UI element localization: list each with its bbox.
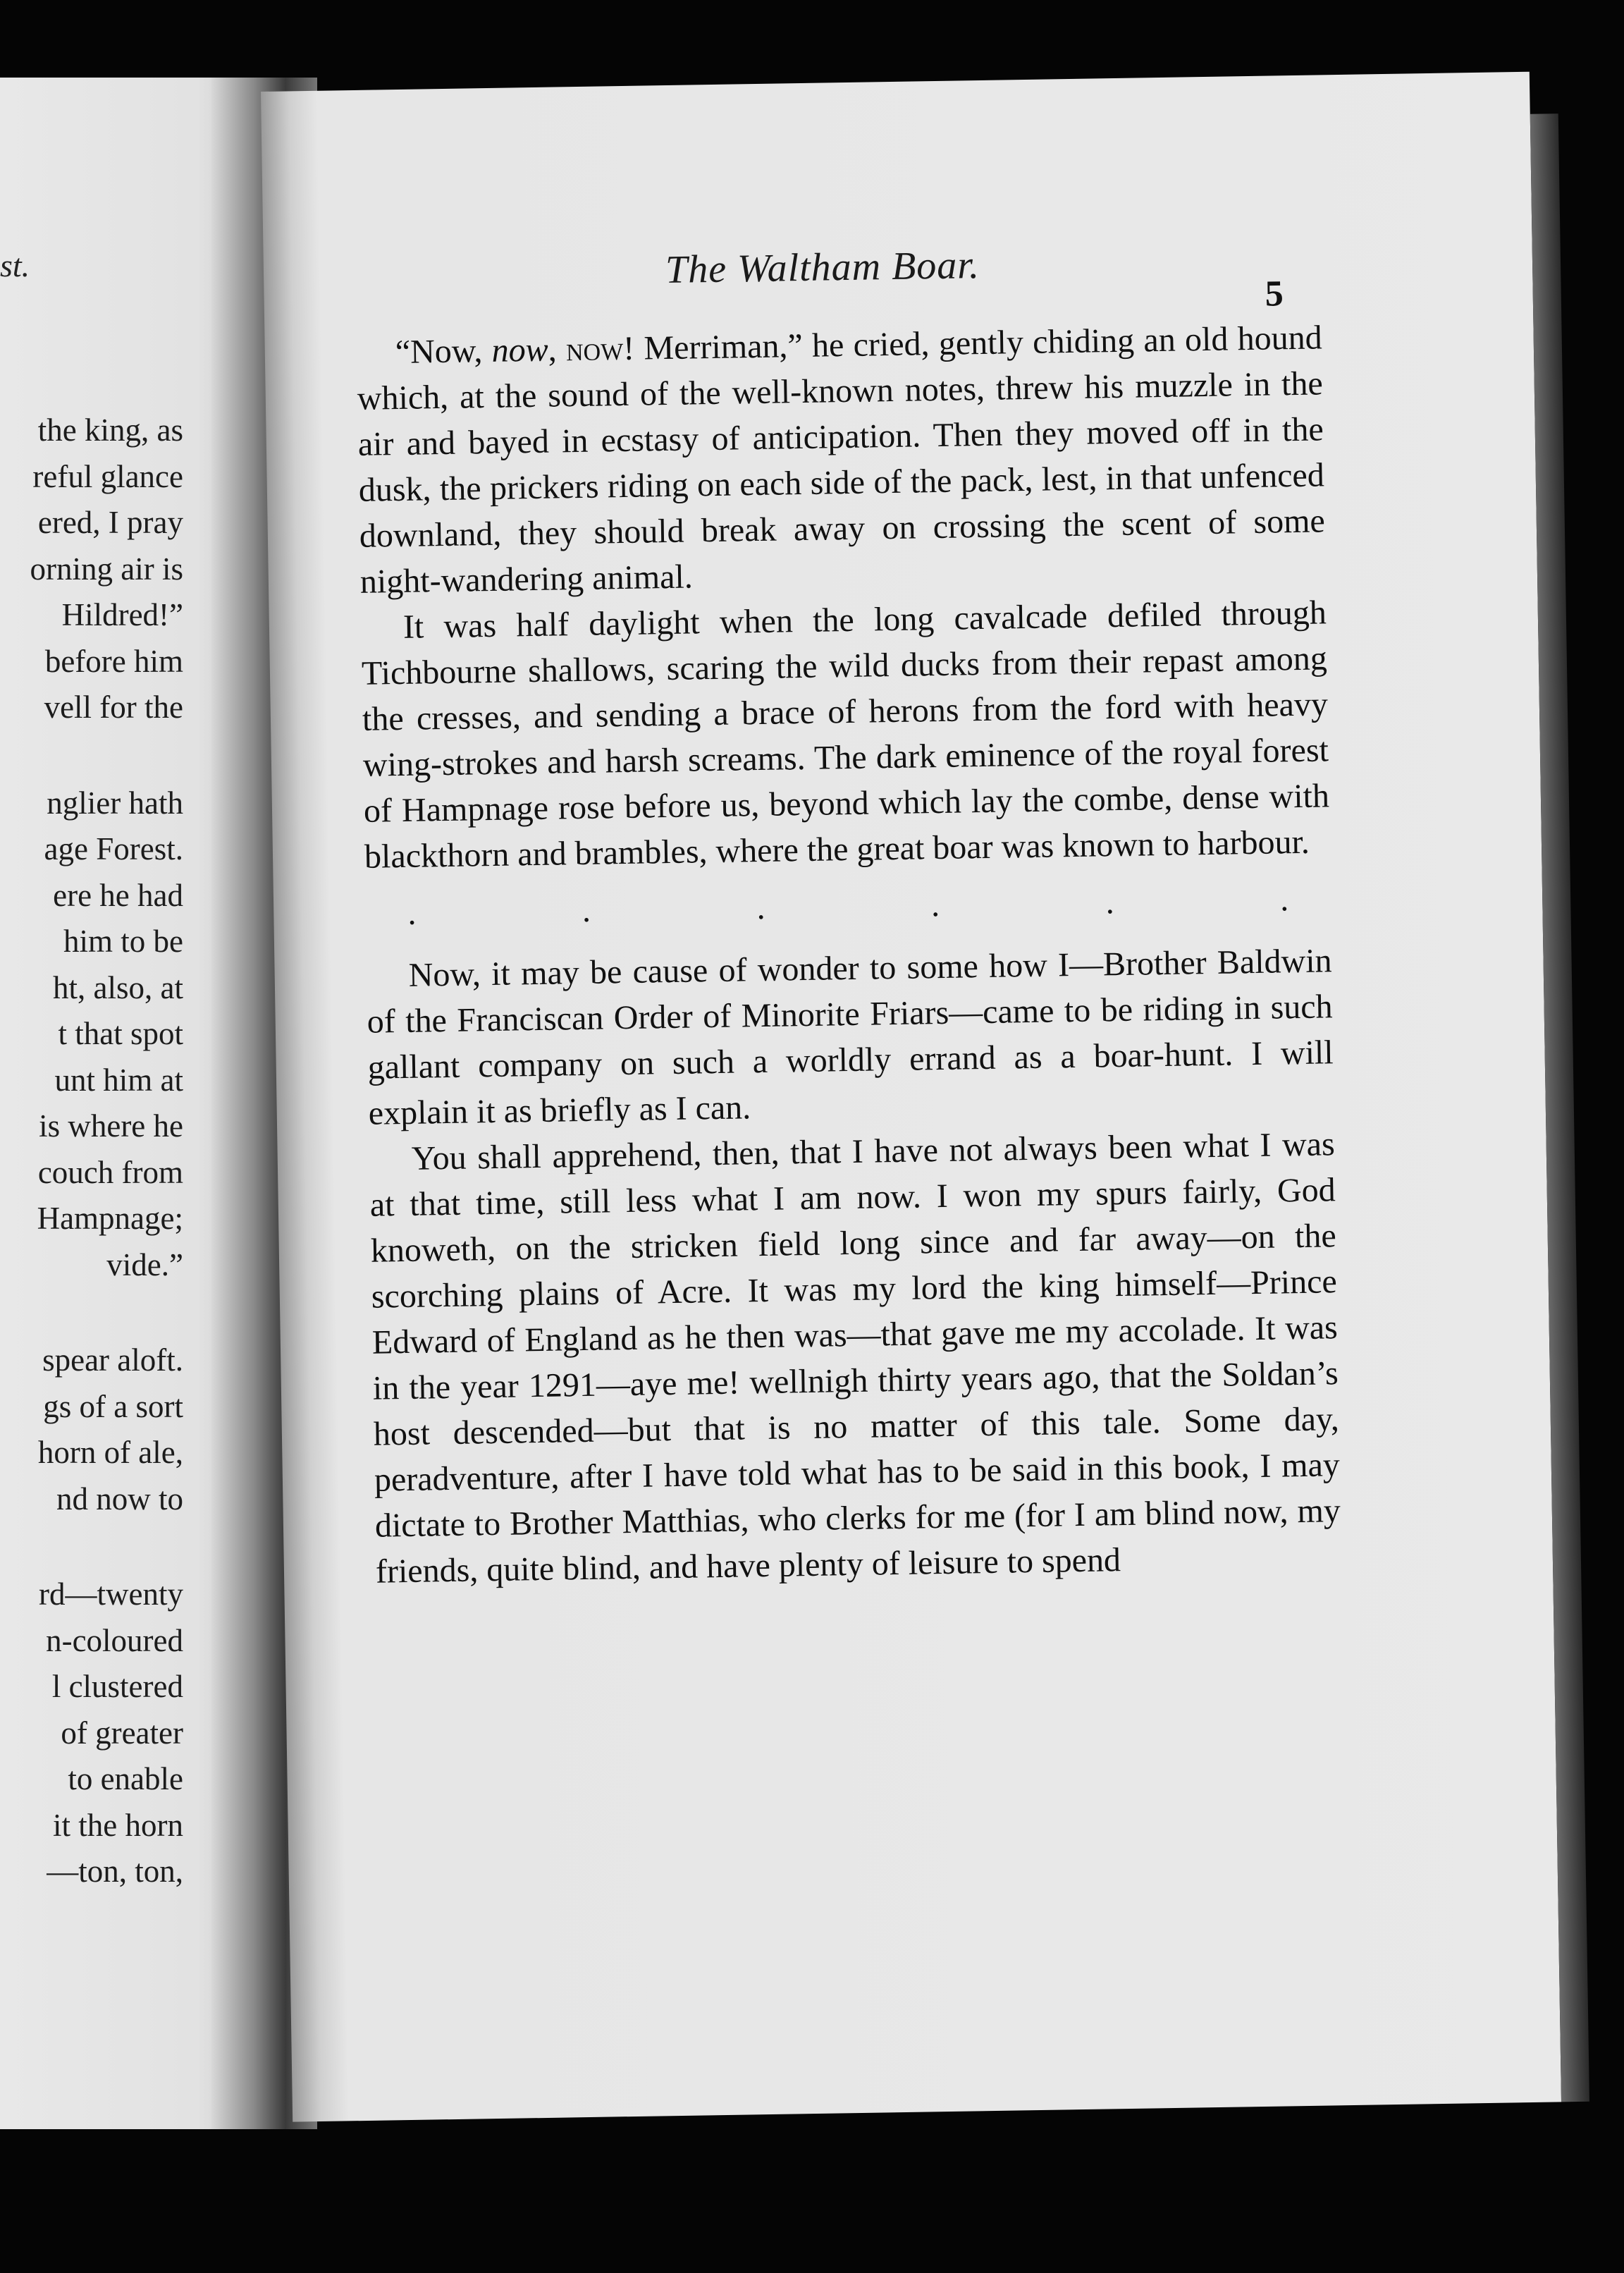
left-text-line: him to be [63,924,183,959]
p1-open: “Now, [395,331,493,372]
left-text-line: unt him at [54,1062,183,1098]
body-text [356,314,1341,1594]
right-page [261,72,1561,2122]
p1-rest: ! Merriman,” he cried, gently chiding an old hound which, at the sound of the well-known notes, threw his muzzle in the air and bayed in ecstasy of anticipation. Then they moved off in the dusk, the prickers riding on each side of the pack, lest, in that unfenced downland, they should break away on crossing the scent of some night-wandering animal. [357,319,1326,601]
left-text-line: couch from [37,1154,183,1190]
paragraph-3: Now, it may be cause of wonder to some how I—Brother Baldwin of the Franciscan Order of Minorite Friars—came to be riding in such gallant company on such a worldly errand as a boar-hunt. I will explain it as briefly as I can. [367,942,1334,1132]
left-text-line: of greater [61,1715,183,1751]
p1-sep: , [548,331,567,369]
separator-dot: . [407,894,417,932]
left-text-line: vell for the [44,690,183,725]
p1-now-caps: now [565,329,624,369]
separator-dot: . [582,891,591,929]
paragraph-2: It was half daylight when the long cavalcade defiled through Tichbourne shallows, scaring the wild ducks from their repast among the cresses, and sending a brace of herons from the ford with heavy wing-strokes and harsh screams. The dark eminence of the royal forest of Hampnage rose before us, beyond which lay the combe, dense with blackthorn and brambles, where the great boar was known to harbour. [361,594,1330,876]
left-text-line: Hampnage; [37,1201,183,1236]
left-text-line: rd—twenty [39,1576,183,1612]
running-head: The Waltham Boar. [665,243,980,293]
line-gap [30,1288,183,1337]
left-text-line: Hildred!” [61,597,183,632]
paragraph-1 [356,314,1326,604]
left-text-line: age Forest. [44,831,183,866]
left-text-line: reful glance [32,458,183,494]
separator-dot: . [1279,881,1289,919]
left-page-text [30,408,183,1895]
left-text-line: ered, I pray [37,505,183,540]
paragraph-4: You shall apprehend, then, that I have not always been what I was at that time, still less what I am now. I won my spurs fairly, God knoweth, on the stricken field long since and far away—on the scorching plains of Acre. It was my lord the king himself—Prince Edward of England as he then was—that gave me my accolade. It was in the year 1291—aye me! wellnigh thirty years ago, that the Soldan’s host descended—but that is no matter of this tale. Some day, peradventure, after I have told what has to be said in this book, I may dictate to Brother Matthias, who clerks for me (for I am blind now, my friends, quite blind, and have plenty of leisure to spend [369,1125,1341,1591]
left-text-line: is where he [39,1108,183,1144]
line-gap [30,1522,183,1572]
separator-dot: . [1105,883,1114,921]
left-text-line: to enable [68,1761,183,1796]
left-text-line: nglier hath [47,785,183,821]
left-text-line: ht, also, at [53,969,183,1005]
left-text-line: t that spot [58,1016,183,1051]
left-text-line: the king, as [37,412,183,448]
line-gap [30,731,183,780]
left-text-line: —ton, ton, [47,1854,183,1889]
left-text-line: spear aloft. [42,1342,183,1378]
left-text-line: horn of ale, [37,1435,183,1470]
left-text-line: n-coloured [46,1622,183,1658]
p1-now-italic: now [491,331,549,369]
left-text-line: vide.” [106,1246,183,1282]
left-text-line: l clustered [51,1669,183,1704]
page-edge [1530,114,1589,2102]
left-text-line: before him [44,643,183,679]
left-text-line: orning air is [30,551,183,587]
page-number: 5 [1265,274,1284,314]
left-running-head-fragment: st. [0,247,30,283]
separator-dot: . [930,886,940,924]
left-text-line: it the horn [53,1807,183,1843]
separator-dot: . [756,888,765,927]
left-text-line: ere he had [53,877,183,913]
left-text-line: gs of a sort [43,1388,183,1424]
left-text-line: nd now to [56,1481,183,1517]
